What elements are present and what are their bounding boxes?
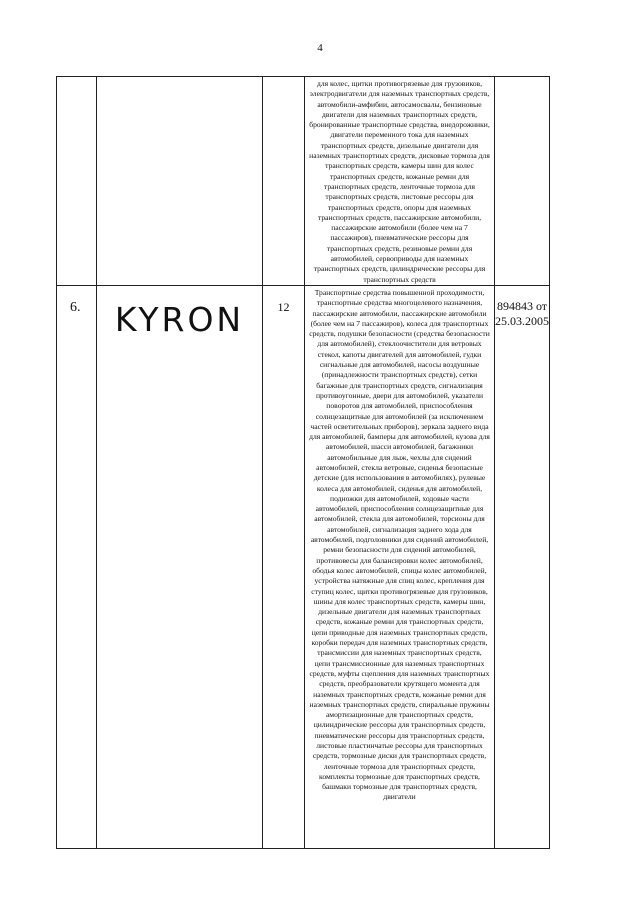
registration-date: 25.03.2005 xyxy=(495,313,549,328)
cell-trademark xyxy=(97,285,263,848)
goods-text: Транспортные средства повышенной проходимости, транспортные средства многоцелевого назначения, пассажирские автомобили, пассажирские автомобили (более чем на 7 пассажиров), колеса для транспортных средств, подушки безопасности (средства безопасности для автомобилей), стеклоочистители для ветровых стекол, капоты двигателей для автомобилей, гудки сигнальные для автомобилей, насосы воздушные (принадлежности транспортных средств), сетки багажные для транспортных средств, сигнализация противоугонные, двери для автомобилей, указатели поворотов для автомобилей, приспособления солнцезащитные для автомобилей (за исключением частей осветительных приборов), зеркала заднего вида для автомобилей, бамперы для автомобилей, кузова для автомобилей, шасси автомобилей, багажники автомобильные для лыж, чехлы для сидений автомобилей, стекла ветровые, сиденья безопасные детские (для использования в автомобилях), рулевые колеса для автомобилей, сиденья для автомобилей, подножки для автомобилей, ходовые части автомобилей, приспособления солнцезащитные для автомобилей, стекла для автомобилей, торсионы для автомобилей, сигнализация заднего хода для автомобилей, подголовники для сидений автомобилей, ремни безопасности для сидений автомобилей, противовесы для балансировки колес автомобилей, ободья колес автомобилей, спицы колес автомобилей, устройства натяжные для спиц колес, крепления для ступиц колес, щитки противогрязевые для грузовиков, шины для колес транспортных средств, камеры шин, дизельные двигатели для наземных транспортных средств, кожаные ремни для транспортных средств, цепи приводные для наземных транспортных средств, коробки передач для наземных транспортных средств, трансмиссии для наземных транспортных средств, цепи трансмиссионные для наземных транспортных средств, муфты сцепления для наземных транспортных средств, преобразователи крутящего момента для наземных транспортных средств, кожаные ремни для наземных транспортных средств, спиральные пружины амортизационные для транспортных средств, цилиндрические рессоры для транспортных средств, пневматические рессоры для транспортных средств, листовые пластинчатые рессоры для транспортных средств, тормозные диски для транспортных средств, ленточные тормоза для транспортных средств, комплекты тормозные для транспортных средств, башмаки тормозные для транспортных средств, двигатели xyxy=(309,287,490,802)
cell-class-empty xyxy=(263,77,305,286)
page-number: 4 xyxy=(317,42,323,54)
cell-registration xyxy=(495,285,550,848)
class-number: 12 xyxy=(263,285,305,848)
registration-number: 894843 от xyxy=(496,298,548,313)
row-number: 6. xyxy=(57,285,97,848)
cell-registration-empty xyxy=(495,77,550,286)
cell-trademark-empty xyxy=(97,77,263,286)
table-row-continued xyxy=(57,77,550,286)
trademark-logo: KYRON xyxy=(114,299,245,339)
goods-text-continued: для колес, щитки противогрязевые для грузовиков, электродвигатели для наземных транспортных средств, автомобили-амфибии, автосамосвалы, бензиновые двигатели для наземных транспортных средств, бронированные транспортные средства, внедорожники, двигатели переменного тока для наземных транспортных средств, дизельные двигатели для наземных транспортных средств, дисковые тормоза для транспортных средств, камеры шин для колес транспортных средств, кожаные ремни для транспортных средств, ленточные тормоза для транспортных средств, листовые рессоры для транспортных средств, опоры для наземных транспортных средств, пассажирские автомобили, пассажирские автомобили (более чем на 7 пассажиров), пневматические рессоры для транспортных средств, резиновые ремни для автомобилей, сервоприводы для наземных транспортных средств, цилиндрические рессоры для транспортных средств xyxy=(309,79,490,284)
cell-goods xyxy=(305,285,495,848)
table-row-6 xyxy=(57,285,550,848)
cell-goods-continued xyxy=(305,77,495,286)
cell-number-empty xyxy=(57,77,97,286)
trademark-table xyxy=(56,76,550,849)
